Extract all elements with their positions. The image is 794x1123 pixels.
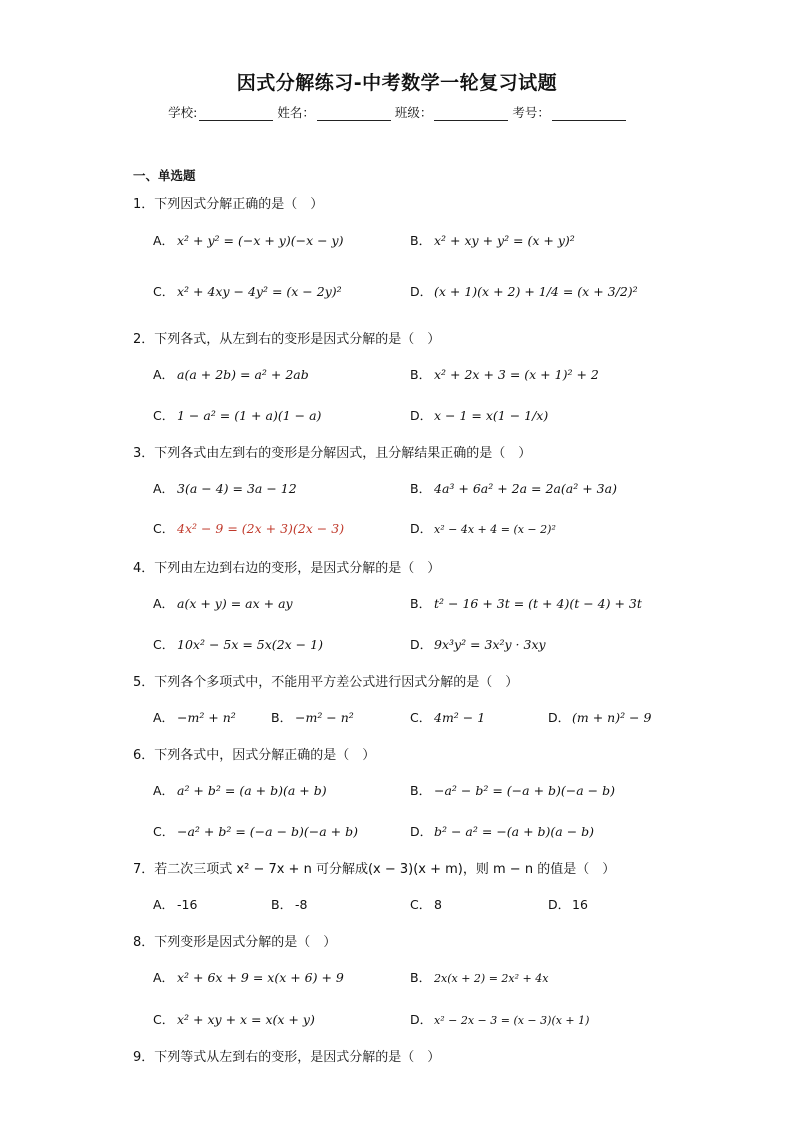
q7-option-d[interactable] <box>548 895 588 913</box>
option-formula: x² + xy + y² = (x + y)² <box>434 233 575 248</box>
option-label: D． <box>410 408 433 423</box>
option-label: D． <box>410 637 433 652</box>
question-7: 7．若二次三项式 x² − 7x + n 可分解成(x − 3)(x + m)，则 m − n 的值是（ ） <box>133 862 616 877</box>
section-heading: 一、单选题 <box>133 168 196 183</box>
class-label: 班级： <box>394 105 433 120</box>
option-label: D． <box>410 824 433 839</box>
name-field[interactable] <box>277 103 391 121</box>
option-formula: x² − 2x − 3 = (x − 3)(x + 1) <box>434 1014 590 1027</box>
option-formula: x² + y² = (−x + y)(−x − y) <box>177 233 344 248</box>
option-label: B． <box>410 596 432 611</box>
q8-option-d[interactable] <box>410 1010 589 1028</box>
option-label: B． <box>410 783 432 798</box>
question-5: 5．下列各个多项式中，不能用平方差公式进行因式分解的是（ ） <box>133 675 519 690</box>
question-6: 6．下列各式中，因式分解正确的是（ ） <box>133 748 376 763</box>
option-formula: x² + 4xy − 4y² = (x − 2y)² <box>177 284 342 299</box>
option-label: C． <box>153 1012 175 1027</box>
question-8: 8．下列变形是因式分解的是（ ） <box>133 935 337 950</box>
option-label: D． <box>410 521 433 536</box>
option-formula: x² + 6x + 9 = x(x + 6) + 9 <box>177 970 344 985</box>
q2-option-c[interactable] <box>153 406 321 424</box>
option-label: C． <box>153 284 175 299</box>
class-blank[interactable] <box>434 106 508 121</box>
q1-option-c[interactable] <box>153 282 342 300</box>
option-formula: 1 − a² = (1 + a)(1 − a) <box>177 408 322 423</box>
option-label: A． <box>153 970 175 985</box>
name-label: 姓名： <box>277 105 315 120</box>
option-formula: 2x(x + 2) = 2x² + 4x <box>434 972 549 985</box>
question-4: 4．下列由左边到右边的变形，是因式分解的是（ ） <box>133 561 441 576</box>
q5-option-b[interactable] <box>271 708 354 726</box>
q4-option-c[interactable] <box>153 635 323 653</box>
option-formula: t² − 16 + 3t = (t + 4)(t − 4) + 3t <box>434 596 642 611</box>
option-label: A． <box>153 710 175 725</box>
page-title: 因式分解练习-中考数学一轮复习试题 <box>236 72 558 94</box>
student-info-line <box>0 103 794 121</box>
option-label: D． <box>548 897 571 912</box>
question-3: 3．下列各式由左到右的变形是分解因式，且分解结果正确的是（ ） <box>133 446 532 461</box>
q1-option-a[interactable] <box>153 231 344 249</box>
q3-option-b[interactable] <box>410 479 617 497</box>
option-formula: a² + b² = (a + b)(a + b) <box>177 783 327 798</box>
q5-option-a[interactable] <box>153 708 236 726</box>
option-formula: x² − 4x + 4 = (x − 2)² <box>434 523 556 536</box>
option-label: A． <box>153 783 175 798</box>
option-value: 16 <box>572 897 588 912</box>
option-label: B． <box>271 897 293 912</box>
option-label: B． <box>410 481 432 496</box>
question-2: 2．下列各式，从左到右的变形是因式分解的是（ ） <box>133 332 441 347</box>
q6-option-b[interactable] <box>410 781 615 799</box>
q3-option-c[interactable] <box>153 519 344 537</box>
option-value: -8 <box>295 897 308 912</box>
q6-option-a[interactable] <box>153 781 327 799</box>
option-label: A． <box>153 897 175 912</box>
q2-option-d[interactable] <box>410 406 548 424</box>
question-1: 1．下列因式分解正确的是（ ） <box>133 197 324 212</box>
q6-option-c[interactable] <box>153 822 358 840</box>
option-label: D． <box>410 1012 433 1027</box>
option-formula: b² − a² = −(a + b)(a − b) <box>434 824 595 839</box>
option-formula: (x + 1)(x + 2) + 1/4 = (x + 3/2)² <box>434 284 638 299</box>
option-formula: 9x³y² = 3x²y · 3xy <box>434 637 546 652</box>
q3-option-d[interactable] <box>410 519 556 537</box>
option-label: C． <box>153 408 175 423</box>
name-blank[interactable] <box>317 106 391 121</box>
option-label: B． <box>410 233 432 248</box>
option-label: C． <box>153 637 175 652</box>
option-formula: 4m² − 1 <box>434 710 486 725</box>
q2-option-a[interactable] <box>153 365 309 383</box>
option-formula: 10x² − 5x = 5x(2x − 1) <box>177 637 323 652</box>
option-label: C． <box>410 897 432 912</box>
option-formula: x² + xy + x = x(x + y) <box>177 1012 315 1027</box>
option-label: C． <box>153 521 175 536</box>
option-label: C． <box>153 824 175 839</box>
school-field[interactable] <box>168 103 273 121</box>
q7-option-a[interactable] <box>153 895 197 913</box>
option-formula: a(a + 2b) = a² + 2ab <box>177 367 309 382</box>
option-label: B． <box>410 970 432 985</box>
q1-option-d[interactable] <box>410 282 638 300</box>
option-label: B． <box>271 710 293 725</box>
q8-option-b[interactable] <box>410 968 548 986</box>
q5-option-d[interactable] <box>548 708 651 726</box>
option-formula: a(x + y) = ax + ay <box>177 596 293 611</box>
option-formula: −a² + b² = (−a − b)(−a + b) <box>177 824 358 839</box>
option-formula: x² + 2x + 3 = (x + 1)² + 2 <box>434 367 599 382</box>
q7-option-b[interactable] <box>271 895 307 913</box>
q1-option-b[interactable] <box>410 231 575 249</box>
option-label: A． <box>153 233 175 248</box>
q7-option-c[interactable] <box>410 895 442 913</box>
school-blank[interactable] <box>199 106 273 121</box>
q8-option-c[interactable] <box>153 1010 315 1028</box>
option-formula: x − 1 = x(1 − 1/x) <box>434 408 549 423</box>
option-label: B． <box>410 367 432 382</box>
q4-option-d[interactable] <box>410 635 546 653</box>
q3-option-a[interactable] <box>153 479 297 497</box>
q8-option-a[interactable] <box>153 968 344 986</box>
exam-label: 考号： <box>512 105 550 120</box>
exam-blank[interactable] <box>552 106 626 121</box>
q6-option-d[interactable] <box>410 822 594 840</box>
q4-option-a[interactable] <box>153 594 293 612</box>
option-label: A． <box>153 596 175 611</box>
option-formula: 3(a − 4) = 3a − 12 <box>177 481 297 496</box>
option-label: D． <box>548 710 571 725</box>
class-field[interactable] <box>395 103 509 121</box>
q4-option-b[interactable] <box>410 594 642 612</box>
option-value: -16 <box>177 897 198 912</box>
option-formula: −a² − b² = (−a + b)(−a − b) <box>434 783 615 798</box>
option-formula: (m + n)² − 9 <box>572 710 652 725</box>
option-label: C． <box>410 710 432 725</box>
option-formula: 4a³ + 6a² + 2a = 2a(a² + 3a) <box>434 481 617 496</box>
option-formula: −m² − n² <box>295 710 354 725</box>
option-label: A． <box>153 481 175 496</box>
option-value: 8 <box>434 897 442 912</box>
option-formula: −m² + n² <box>177 710 236 725</box>
option-formula: 4x² − 9 = (2x + 3)(2x − 3) <box>177 521 345 536</box>
school-label: 学校: <box>168 105 198 120</box>
question-9: 9．下列等式从左到右的变形，是因式分解的是（ ） <box>133 1050 441 1065</box>
option-label: A． <box>153 367 175 382</box>
option-label: D． <box>410 284 433 299</box>
q2-option-b[interactable] <box>410 365 599 383</box>
q5-option-c[interactable] <box>410 708 485 726</box>
exam-number-field[interactable] <box>512 103 626 121</box>
